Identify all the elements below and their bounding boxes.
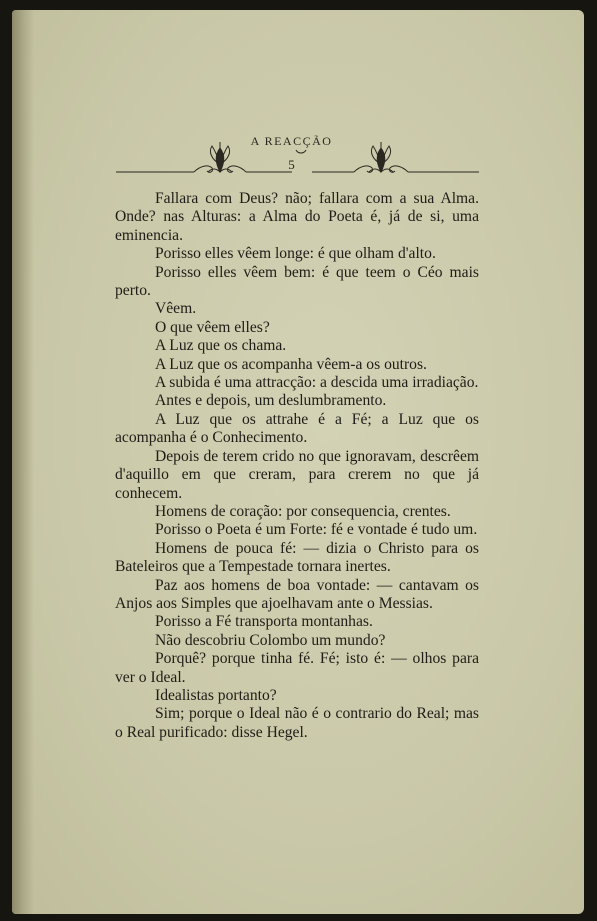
paragraph: Vêem. [155, 300, 197, 318]
paragraph: A Luz que os attrahe é a Fé; a Luz que os acompanha é o Conhecimento. [115, 410, 479, 447]
paragraph: Porisso o Poeta é um Forte: fé e vontade é tudo um. [155, 521, 478, 539]
paragraph: Homens de coração: por consequencia, crentes. [155, 502, 451, 520]
paragraph: Homens de pouca fé: — dizia o Christo para os Bateleiros que a Tempestade tornara inertes. [115, 539, 479, 576]
paragraph: Não descobriu Colombo um mundo? [155, 631, 386, 649]
paragraph: A subida é uma attracção: a descida uma irradiação. [155, 374, 479, 392]
running-title: A REACÇÃO [250, 134, 333, 148]
paragraph: Paz aos homens de boa vontade: — cantavam os Anjos aos Simples que ajoelhavam ante o Messias. [115, 576, 479, 612]
paragraph: Idealistas portanto? [155, 686, 277, 704]
paragraph: Fallara com Deus? não; fallara com a sua Alma. Onde? nas Alturas: a Alma do Poeta é, já de si, uma eminencia. [115, 190, 479, 244]
page-number: 5 [288, 157, 295, 172]
paragraph: Porisso elles vêem longe: é que olham d'alto. [155, 245, 436, 263]
book-page [12, 10, 584, 914]
paragraph: Sim; porque o Ideal não é o contrario do Real; mas o Real purificado: disse Hegel. [115, 705, 479, 741]
paragraph: Porquê? porque tinha fé. Fé; isto é: — olhos para ver o Ideal. [115, 650, 479, 686]
paragraph: Antes e depois, um deslumbramento. [155, 392, 387, 410]
paragraph: A Luz que os chama. [155, 337, 287, 355]
body-text [115, 190, 479, 742]
paragraph: O que vêem elles? [155, 318, 270, 336]
paragraph: Porisso elles vêem bem: é que teem o Céo mais perto. [115, 263, 479, 300]
paragraph: Porisso a Fé transporta montanhas. [155, 613, 373, 631]
paragraph: A Luz que os acompanha vêem-a os outros. [155, 355, 427, 373]
paragraph: Depois de terem crido no que ignoravam, descrêem d'aquillo em que creram, para crerem no que já conhecem. [115, 447, 479, 502]
page-spine-shadow [12, 10, 34, 914]
page-header [104, 128, 479, 180]
